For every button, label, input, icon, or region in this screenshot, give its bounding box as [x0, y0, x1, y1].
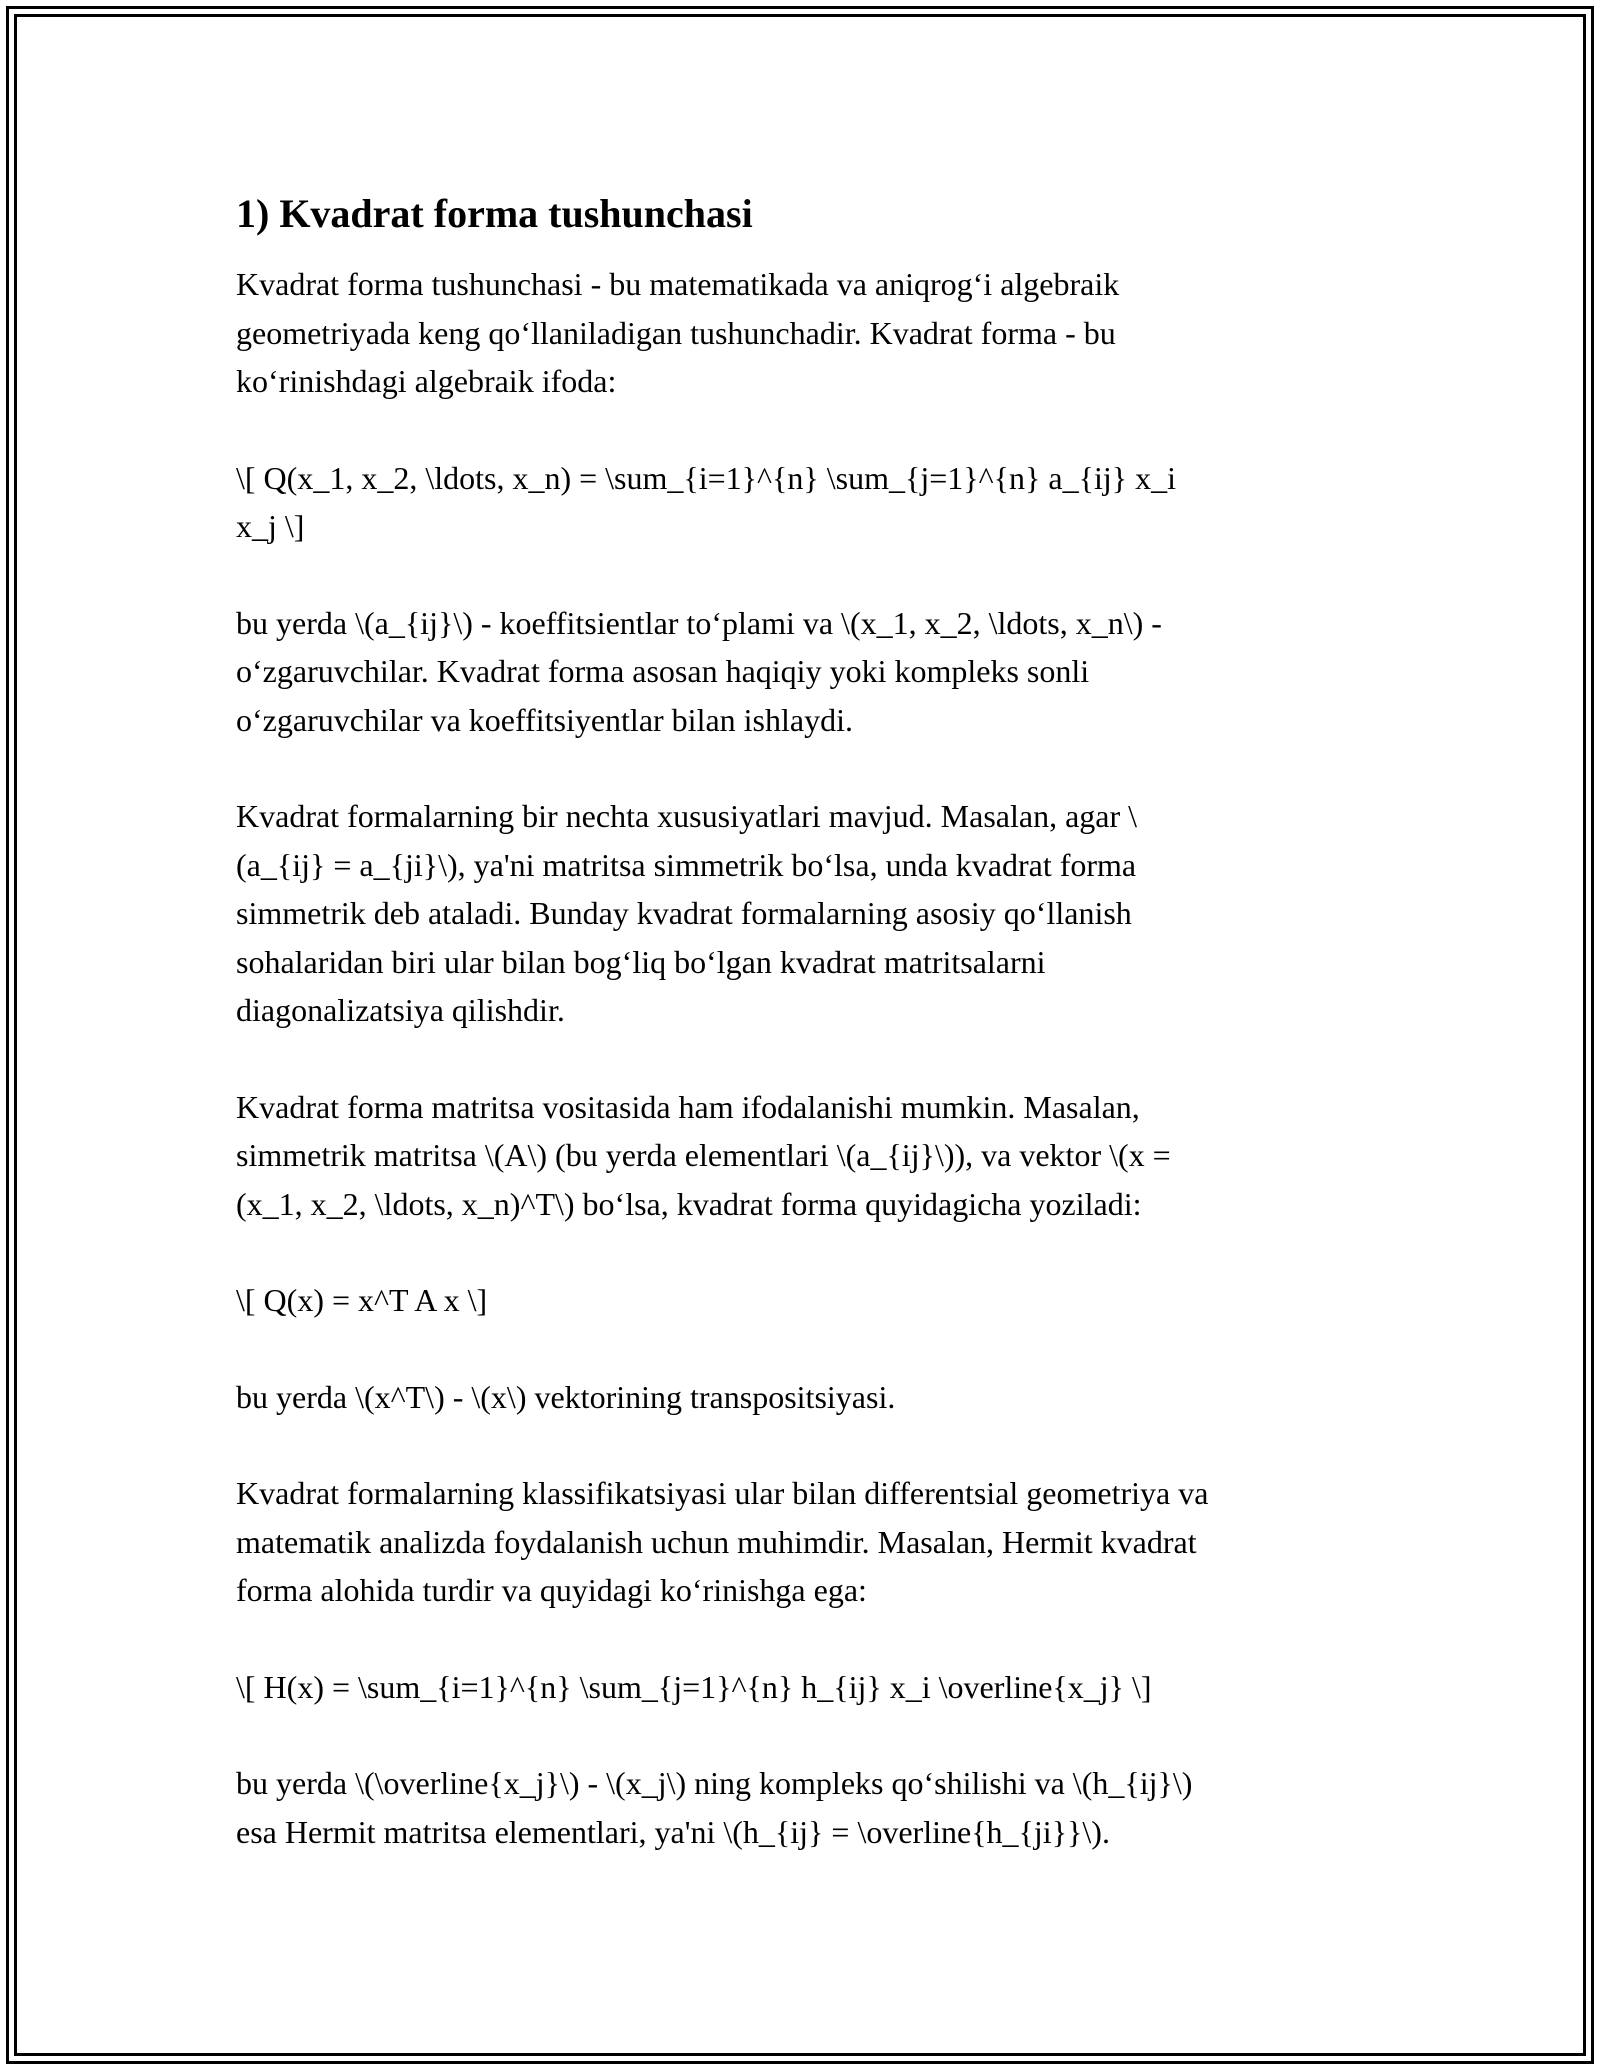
document-body: [236, 190, 1366, 1904]
formula-matrix: \[ Q(x) = x^T A x \]: [236, 1282, 488, 1318]
formula-hermitian: \[ H(x) = \sum_{i=1}^{n} \sum_{j=1}^{n} h_{ij} x_i \overline{x_j} \]: [236, 1668, 1152, 1705]
paragraph-coefficients: bu yerda \(a_{ij}\) - koeffitsientlar to‘plami va \(x_1, x_2, \ldots, x_n\) - o‘zgaruvchilar. Kvadrat forma asosan haqiqiy yoki kompleks sonli o‘zgaruvchilar va koeffitsiyentlar bilan ishlaydi.: [236, 604, 1162, 738]
paragraph-symmetric: Kvadrat formalarning bir nechta xususiyatlari mavjud. Masalan, agar \ (a_{ij} = a_{ji}\), ya'ni matritsa simmetrik bo‘lsa, unda kvadrat forma simmetrik deb ataladi. Bunday kvadrat formalarning asosiy qo‘llanish sohalaridan biri ular bilan bog‘liq bo‘lgan kvadrat matritsalarni diagonalizatsiya qilishdir.: [236, 798, 1138, 1028]
section-heading: 1) Kvadrat forma tushunchasi: [236, 191, 753, 236]
paragraph-intro: Kvadrat forma tushunchasi - bu matematikada va aniqrog‘i algebraik geometriyada keng qo‘llaniladigan tushunchadir. Kvadrat forma - bu ko‘rinishdagi algebraik ifoda:: [236, 266, 1120, 399]
paragraph-transpose: bu yerda \(x^T\) - \(x\) vektorining transpositsiyasi.: [236, 1378, 896, 1415]
formula-quadratic-sum: \[ Q(x_1, x_2, \ldots, x_n) = \sum_{i=1}^{n} \sum_{j=1}^{n} a_{ij} x_i x_j \]: [236, 459, 1176, 544]
paragraph-matrix-form: Kvadrat forma matritsa vositasida ham ifodalanishi mumkin. Masalan, simmetrik matritsa \(A\) (bu yerda elementlari \(a_{ij}\)), va vektor \(x = (x_1, x_2, \ldots, x_n)^T\) bo‘lsa, kvadrat forma quyidagicha yoziladi:: [236, 1088, 1171, 1222]
paragraph-classification: Kvadrat formalarning klassifikatsiyasi ular bilan differentsial geometriya va matematik analizda foydalanish uchun muhimdir. Masalan, Hermit kvadrat forma alohida turdir va quyidagi ko‘rinishga ega:: [236, 1475, 1209, 1608]
paragraph-hermitian-elements: bu yerda \(\overline{x_j}\) - \(x_j\) ning kompleks qo‘shilishi va \(h_{ij}\) esa Hermit matritsa elementlari, ya'ni \(h_{ij} = \overline{h_{ji}}\).: [236, 1765, 1193, 1850]
